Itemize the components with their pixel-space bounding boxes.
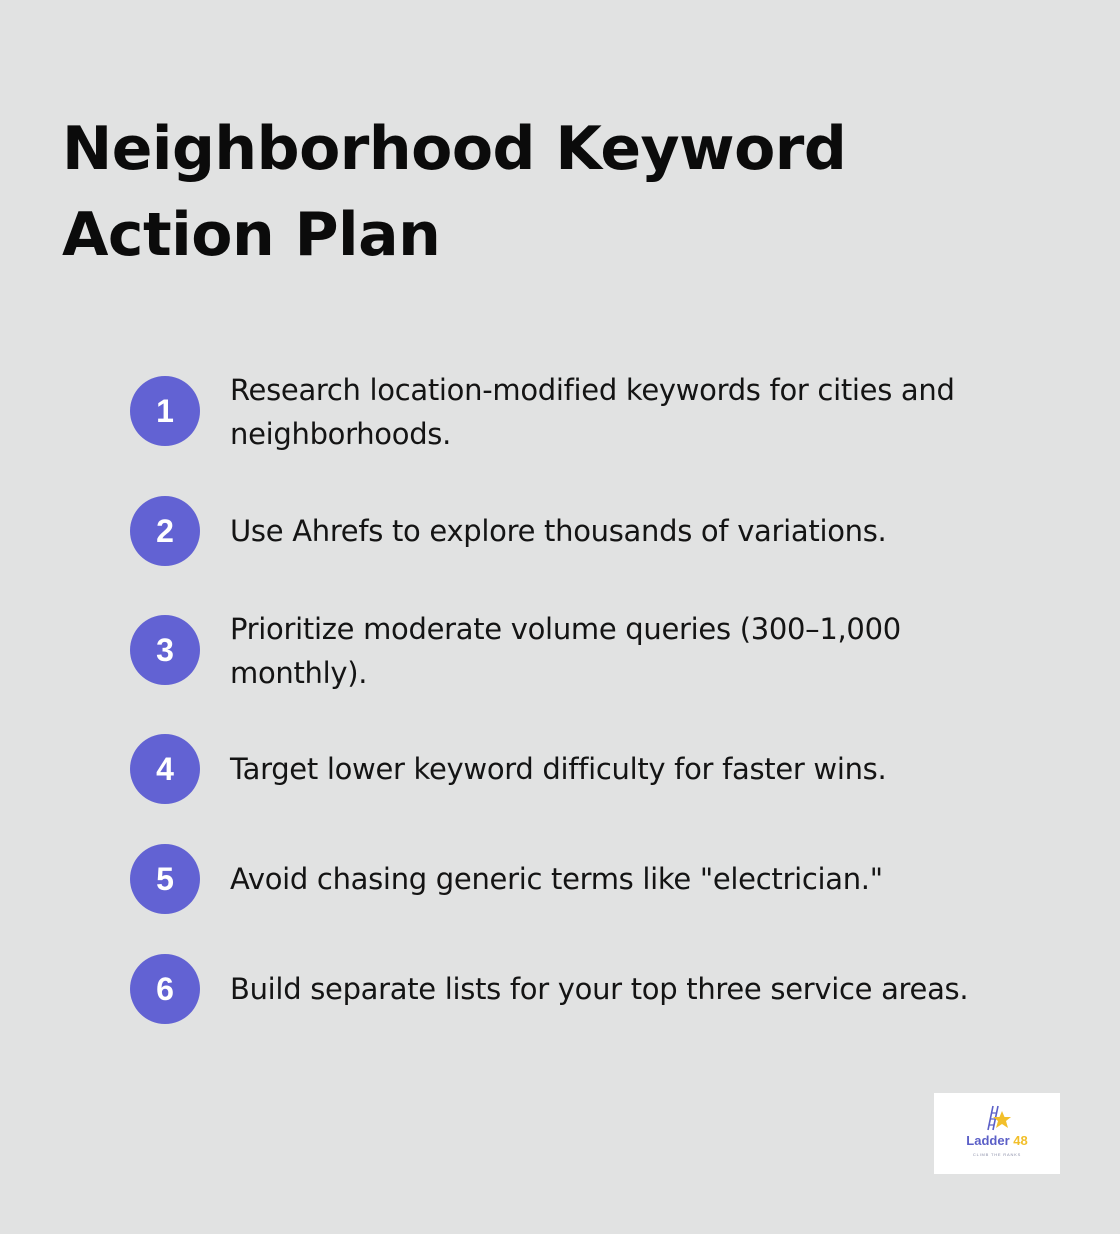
ladder-48-logo — [934, 1093, 1060, 1174]
logo-name-part1: Ladder — [966, 1133, 1014, 1148]
step-text: Research location-modified keywords for cities and neighborhoods. — [230, 373, 955, 451]
logo-tagline: CLIMB THE RANKS — [972, 1152, 1022, 1157]
step-text: Target lower keyword difficulty for faster wins. — [230, 752, 887, 786]
logo-name-part2: 48 — [1013, 1133, 1028, 1148]
step-text: Build separate lists for your top three service areas. — [230, 972, 969, 1006]
step-number-badge: 4 — [130, 734, 200, 804]
step-text: Use Ahrefs to explore thousands of variations. — [230, 514, 887, 548]
step-text: Avoid chasing generic terms like "electrician." — [230, 862, 883, 896]
step-number-badge: 1 — [130, 376, 200, 446]
step-text: Prioritize moderate volume queries (300–1,000 monthly). — [230, 612, 901, 690]
page-title: Neighborhood Keyword Action Plan — [62, 114, 847, 270]
step-number-badge: 2 — [130, 496, 200, 566]
step-number-badge: 5 — [130, 844, 200, 914]
step-number-badge: 6 — [130, 954, 200, 1024]
ladder-star-icon — [986, 1104, 1012, 1132]
step-number-badge: 3 — [130, 615, 200, 685]
action-steps-list — [130, 0, 1030, 1234]
